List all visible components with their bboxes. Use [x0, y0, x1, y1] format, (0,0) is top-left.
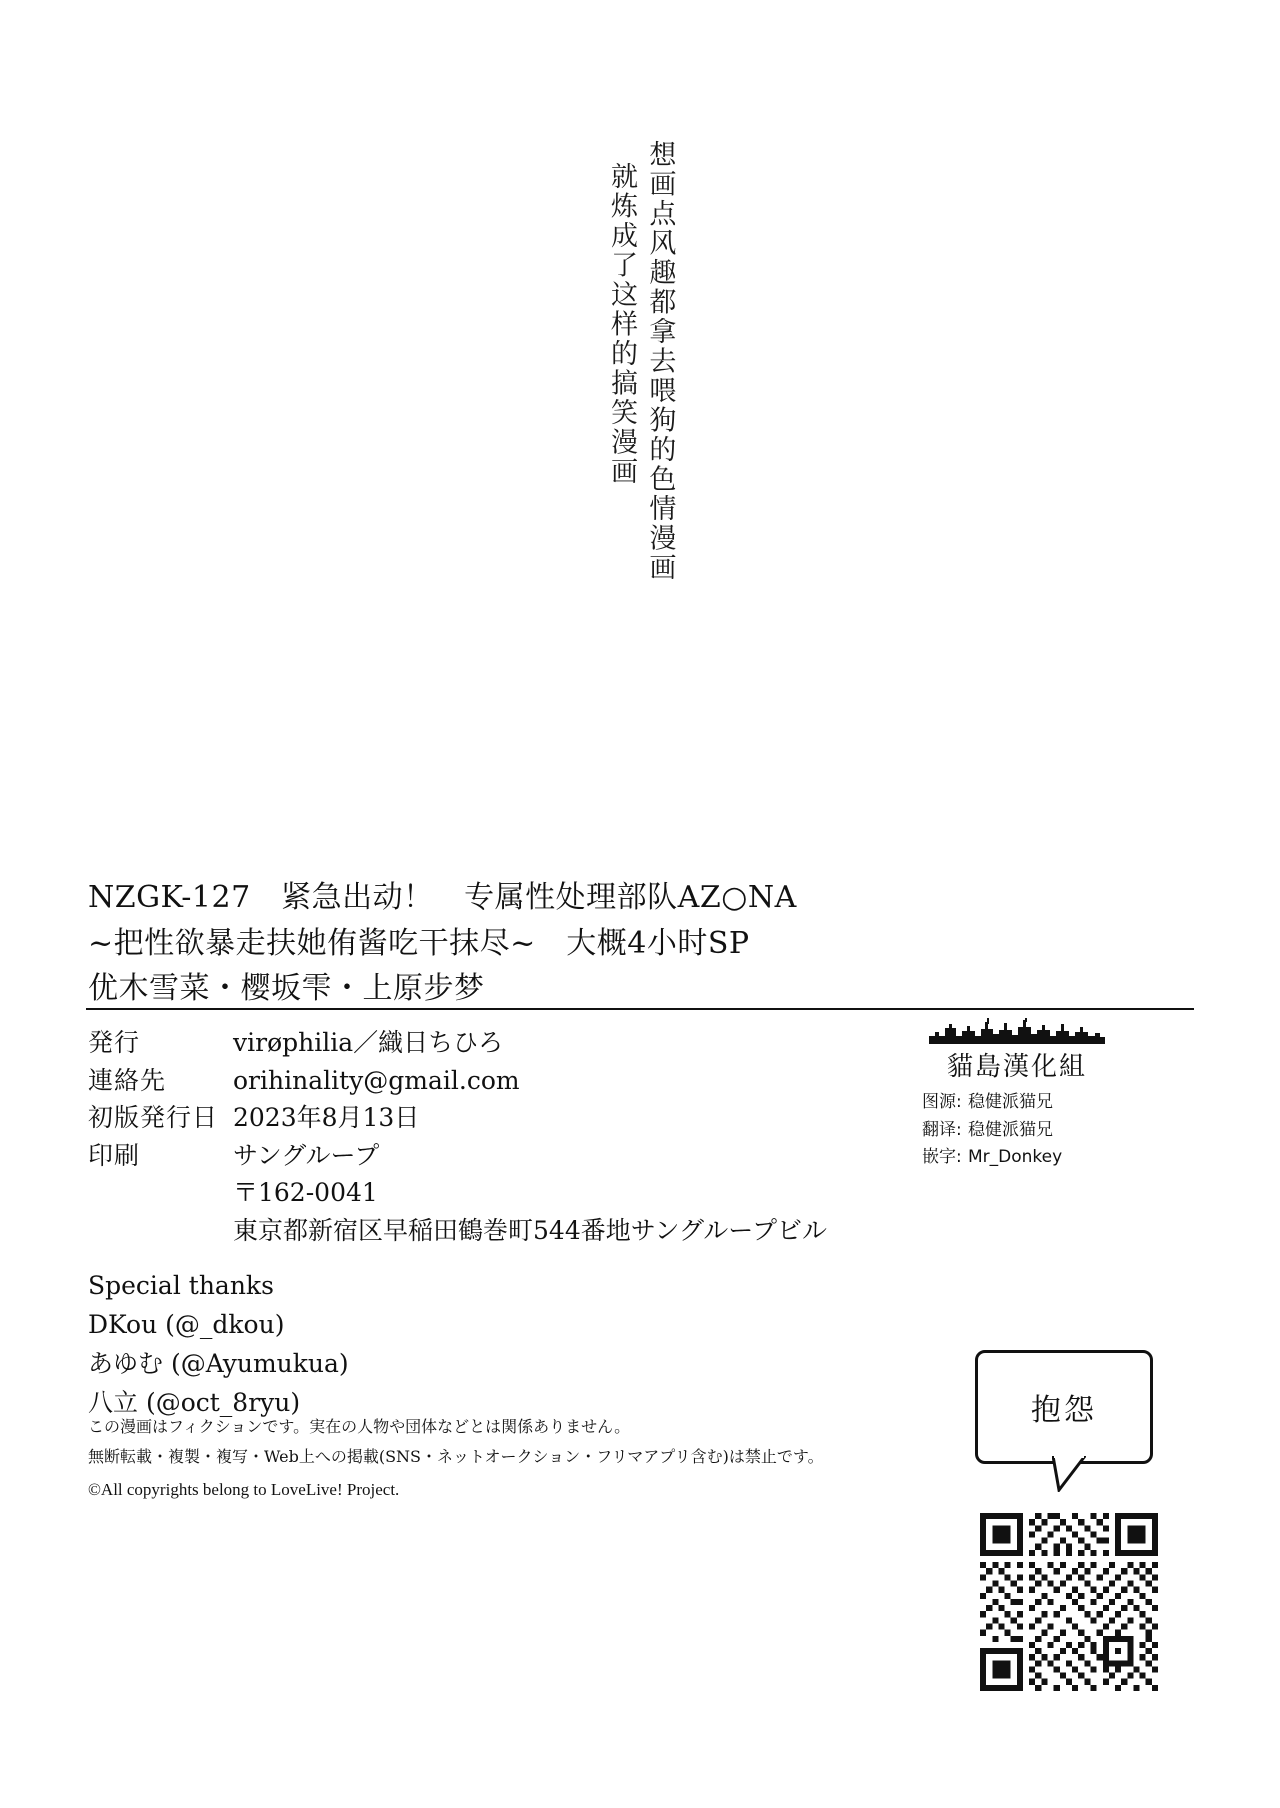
colophon-row	[88, 1174, 908, 1212]
colophon-key: 連絡先	[88, 1065, 167, 1095]
disclaimer-block	[88, 1412, 824, 1471]
colophon-value: 東京都新宿区早稲田鶴巻町544番地サングループビル	[233, 1215, 827, 1245]
colophon-value: 2023年8月13日	[233, 1103, 420, 1132]
city-skyline-icon	[929, 1018, 1105, 1044]
colophon-row	[88, 1212, 908, 1250]
title-line-2: ~把性欲暴走扶她侑酱吃干抹尽~ 大概4小时SP	[88, 925, 750, 961]
scanlation-group-block	[912, 1018, 1122, 1172]
special-thanks-heading: Special thanks	[88, 1271, 274, 1300]
credit-key: 嵌字:	[922, 1147, 962, 1168]
colophon-key: 初版発行日	[88, 1103, 219, 1132]
credit-row	[912, 1144, 1122, 1172]
speech-bubble-tail-icon	[1052, 1456, 1086, 1492]
colophon-value: virøphilia／織日ちひろ	[233, 1028, 504, 1057]
colophon-row	[88, 1062, 908, 1100]
special-thanks-item: あゆむ (@Ayumukua)	[88, 1349, 349, 1378]
vertical-text-line-right: 想画点风趣都拿去喂狗的色情漫画	[644, 140, 676, 583]
colophon-key: 発行	[88, 1028, 141, 1057]
speech-bubble	[975, 1350, 1153, 1464]
title-line-1: NZGK-127 紧急出动！ 专属性处理部队AZ○NA	[88, 880, 797, 915]
colophon-value: orihinality@gmail.com	[233, 1065, 520, 1095]
colophon-value: サングループ	[233, 1140, 380, 1170]
colophon-block	[88, 1024, 908, 1249]
speech-bubble-text: 抱怨	[1031, 1393, 1097, 1428]
title-line-3: 优木雪菜・樱坂雫・上原步梦	[88, 971, 485, 1007]
colophon-row	[88, 1099, 908, 1137]
credit-value: Mr_Donkey	[968, 1147, 1063, 1168]
colophon-row	[88, 1024, 908, 1062]
special-thanks-item: DKou (@_dkou)	[88, 1310, 285, 1339]
horizontal-divider	[86, 1008, 1194, 1010]
colophon-key: 印刷	[88, 1140, 141, 1170]
credit-key: 翻译:	[922, 1119, 962, 1140]
disclaimer-line-1: この漫画はフィクションです。実在の人物や団体などとは関係ありません。	[88, 1417, 631, 1436]
scanlation-group-name: 貓島漢化組	[946, 1052, 1087, 1082]
vertical-text-line-left: 就炼成了这样的搞笑漫画	[606, 162, 637, 487]
qr-code[interactable]	[980, 1513, 1158, 1691]
title-block	[88, 875, 968, 1012]
copyright-notice: ©All copyrights belong to LoveLive! Project.	[88, 1480, 400, 1499]
credit-key: 图源:	[922, 1092, 962, 1112]
credit-row	[912, 1089, 1122, 1117]
credit-row	[912, 1117, 1122, 1145]
colophon-row	[88, 1137, 908, 1175]
credit-value: 稳健派猫兄	[968, 1092, 1053, 1112]
disclaimer-line-2: 無断転載・複製・複写・Web上への掲載(SNS・ネットオークション・フリマアプリ含む)は禁止です。	[88, 1446, 824, 1466]
special-thanks-item: 八立 (@oct_8ryu)	[88, 1388, 301, 1417]
vertical-text-block	[0, 140, 1280, 583]
special-thanks-block	[88, 1266, 349, 1422]
colophon-value: 〒162-0041	[233, 1178, 378, 1207]
credit-value: 稳健派猫兄	[968, 1119, 1053, 1140]
